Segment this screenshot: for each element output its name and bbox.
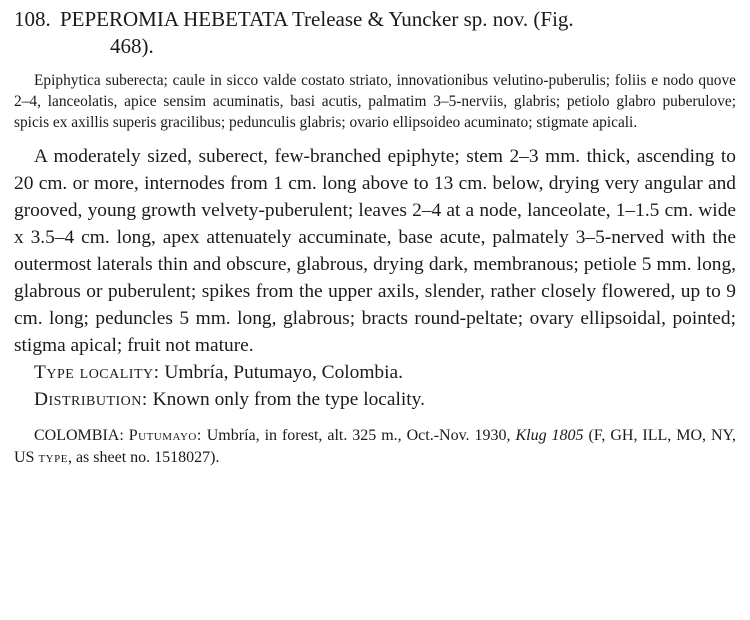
latin-diagnosis: Epiphytica suberecta; caule in sicco valde costato striato, innovationibus velutino-puberulis; foliis e nodo quove 2–4, lanceolatis, apice sensim acuminatis, basi acutis, palmatim 3–5-nerviis, glabris; petiolo glabro puberulove; spicis ex axillis superis gracilibus; pedunculis glabris; ovario ellipsoideo acuminato; stigmate apicali. bbox=[14, 72, 736, 131]
specimen-herbaria: (F, GH, ILL, MO, NY, US bbox=[14, 427, 737, 466]
species-figure-ref: 468). bbox=[110, 34, 154, 58]
english-description: A moderately sized, suberect, few-branched epiphyte; stem 2–3 mm. thick, ascending to 20 cm. or more, internodes from 1 cm. long above to 13 cm. below, drying very angular and grooved, young growth velvety-puberulent; leaves 2–4 at a node, lanceolate, 1–1.5 cm. wide x 3.5–4 cm. long, apex attenuately accuminate, base acute, palmately 3–5-nerved with the outermost laterals thin and obscure, glabrous, drying dark, membranous; petiole 5 mm. long, glabrous or puberulent; spikes from the upper axils, slender, rather closely flowered, up to 9 cm. long; peduncles 5 mm. long, glabrous; bracts round-peltate; ovary ellipsoidal, pointed; stigma apical; fruit not mature. bbox=[14, 146, 736, 356]
specimen-region: Putumayo: bbox=[128, 427, 202, 444]
specimen-details: Umbría, in forest, alt. 325 m., Oct.-Nov. 1930, bbox=[206, 427, 511, 444]
specimen-collector: Klug 1805 bbox=[515, 427, 584, 444]
distribution-label: Distribution: bbox=[34, 389, 148, 410]
specimen-citation bbox=[14, 425, 736, 469]
type-locality bbox=[14, 359, 736, 386]
distribution-value: Known only from the type locality. bbox=[152, 389, 425, 410]
species-name: PEPEROMIA HEBETATA bbox=[60, 7, 288, 31]
species-authors: Trelease & Yuncker sp. nov. (Fig. bbox=[291, 7, 574, 31]
specimen-sheet: , as sheet no. 1518027). bbox=[67, 449, 220, 466]
species-heading bbox=[14, 6, 736, 60]
distribution bbox=[14, 386, 736, 413]
specimen-country: COLOMBIA: bbox=[34, 427, 124, 444]
species-number: 108. bbox=[14, 7, 51, 31]
type-locality-label: Type locality: bbox=[34, 362, 160, 383]
type-locality-value: Umbría, Putumayo, Colombia. bbox=[164, 362, 403, 383]
specimen-type-word: type bbox=[38, 449, 68, 466]
